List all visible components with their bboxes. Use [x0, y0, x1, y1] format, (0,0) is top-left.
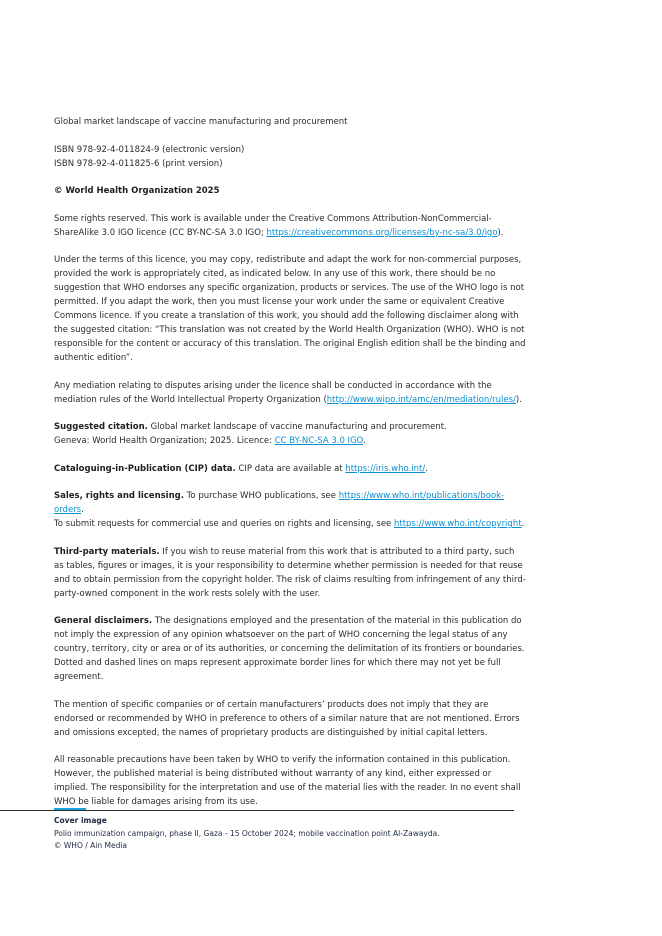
precautions-paragraph: All reasonable precautions have been taken by WHO to verify the information contained in this publication. However, the published material is being distributed without warranty of any kind, either expressed or implied. The responsibility for the interpretation and use of the material lies with the reader. In no event shall WHO be liable for damages arising from its use.	[54, 755, 521, 807]
third-party-label: Third-party materials.	[54, 546, 160, 557]
document-title-line: Global market landscape of vaccine manufacturing and procurement	[54, 117, 348, 127]
copyright-text: © World Health Organization 2025	[54, 186, 220, 196]
general-disclaimers-paragraph	[54, 614, 526, 684]
isbn-electronic: ISBN 978-92-4-011824-9 (electronic version)	[54, 144, 245, 155]
citation-text-2: Geneva: World Health Organization; 2025. Licence:	[54, 436, 275, 446]
third-party-paragraph	[54, 545, 526, 601]
isbn-block	[54, 143, 526, 171]
licence-terms-paragraph: Under the terms of this licence, you may copy, redistribute and adapt the work for non-commercial purposes, provided the work is appropriately cited, as indicated below. In any use of this work, there should be no suggestion that WHO endorses any specific organization, products or services. The use of the WHO logo is not permitted. If you adapt the work, then you must license your work under the same or equivalent Creative Commons licence. If you create a translation of this work, you should add the following disclaimer along with the suggested citation: “This translation was not created by the World Health Organization (WHO). WHO is not responsible for the content or accuracy of this translation. The original English edition shall be the binding and authentic edition”.	[54, 255, 526, 363]
rights-text: Some rights reserved. This work is available under the Creative Commons Attribution-NonCommercial-ShareAlike 3.0 IGO licence (CC BY-NC-SA 3.0 IGO;	[54, 213, 492, 238]
copyright-notice	[54, 184, 526, 198]
sales-label: Sales, rights and licensing.	[54, 491, 184, 501]
cover-divider	[0, 806, 514, 812]
mediation-end: ).	[515, 394, 522, 405]
sales-text-2: To submit requests for commercial use and queries on rights and licensing, see	[54, 519, 394, 529]
disclaimers-text: The designations employed and the presentation of the material in this publication do not imply the expression of any opinion whatsoever on the part of WHO concerning the legal status of any country, territory, city or area or of its authorities, or concerning the delimitation of its frontiers or boundaries. Dotted and dashed lines on maps represent approximate border lines for which there may not yet be full agreement.	[54, 616, 525, 682]
mediation-text: Any mediation relating to disputes arising under the licence shall be conducted in accordance with the mediation rules of the World Intellectual Property Organization (	[54, 380, 492, 405]
divider-line	[0, 810, 514, 811]
book-orders-link[interactable]: https://www.who.int/publications/book-orders	[54, 491, 505, 515]
suggested-citation-paragraph	[54, 420, 526, 448]
sales-end: .	[521, 519, 525, 529]
isbn-print: ISBN 978-92-4-011825-6 (print version)	[54, 158, 223, 169]
mediation-paragraph	[54, 379, 526, 407]
creative-commons-link[interactable]: https://creativecommons.org/licenses/by-nc-sa/3.0/igo	[266, 227, 498, 238]
copyright-link[interactable]: https://www.who.int/copyright	[393, 519, 522, 529]
cip-end: .	[425, 463, 428, 474]
sales-mid: .	[81, 505, 84, 515]
citation-licence-link[interactable]: CC BY-NC-SA 3.0 IGO	[274, 436, 363, 446]
cover-image-caption: Polio immunization campaign, phase II, Gaza - 15 October 2024; mobile vaccination point Al-Zawayda.	[54, 828, 440, 838]
iris-link[interactable]: https://iris.who.int/	[345, 463, 426, 474]
cip-paragraph	[54, 462, 526, 476]
third-party-text: If you wish to reuse material from this work that is attributed to a third party, such as tables, figures or images, it is your responsibility to determine whether permission is needed for that reuse and to obtain permission from the copyright holder. The risk of claims resulting from infringement of any third-party-owned component in the work rests solely with the user.	[54, 546, 526, 599]
rights-end: ).	[497, 227, 504, 238]
sales-paragraph	[54, 489, 526, 531]
disclaimers-label: General disclaimers.	[54, 616, 153, 626]
cip-text: CIP data are available at	[235, 463, 346, 474]
cover-image-title: Cover image	[54, 816, 107, 825]
copyright-page-content	[54, 115, 526, 809]
cip-label: Cataloguing-in-Publication (CIP) data.	[54, 463, 236, 474]
rights-paragraph	[54, 212, 526, 240]
cover-image-credit-line: © WHO / Ain Media	[54, 841, 128, 850]
mention-paragraph: The mention of specific companies or of certain manufacturers’ products does not imply that they are endorsed or recommended by WHO in preference to others of a similar nature that are not mentioned. Errors and omissions excepted, the names of proprietary products are distinguished by initial capital letters.	[54, 699, 520, 738]
citation-end: .	[363, 436, 366, 446]
cover-image-credit	[54, 815, 534, 853]
wipo-mediation-link[interactable]: http://www.wipo.int/amc/en/mediation/rules/	[326, 394, 516, 405]
citation-text: Global market landscape of vaccine manufacturing and procurement.	[147, 422, 447, 432]
citation-label: Suggested citation.	[54, 422, 148, 432]
sales-text: To purchase WHO publications, see	[183, 491, 339, 501]
